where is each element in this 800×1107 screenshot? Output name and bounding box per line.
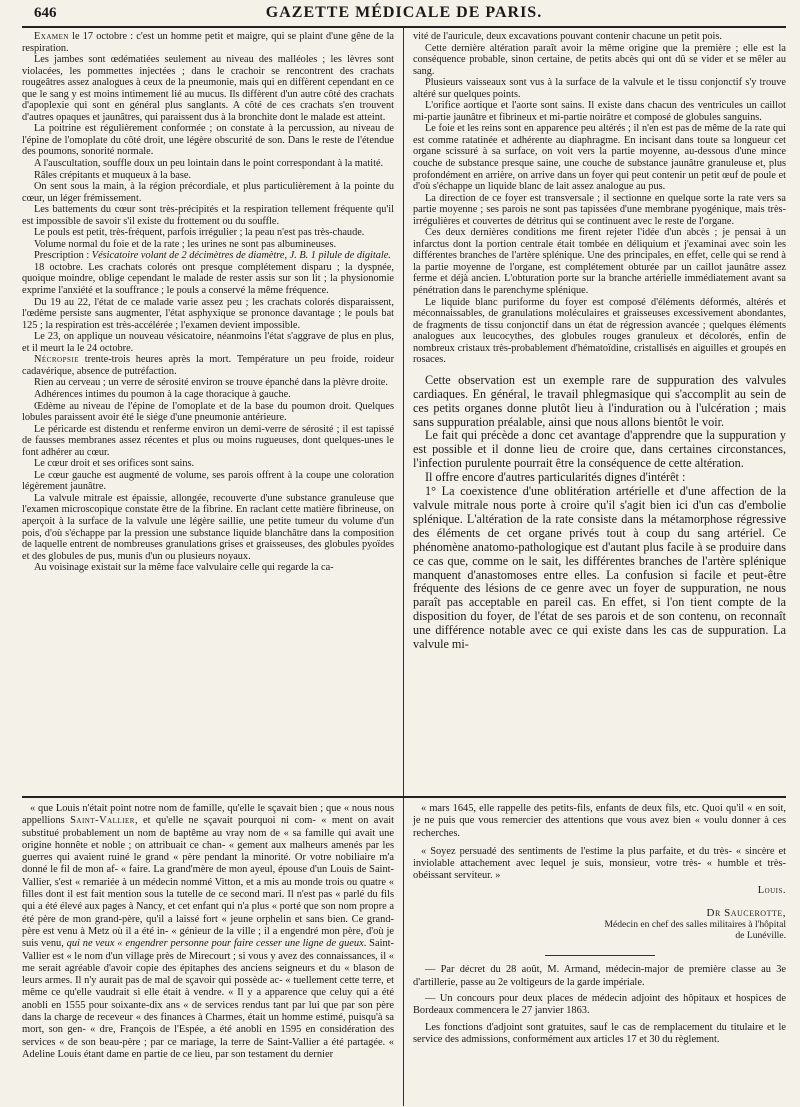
letter-column-left: [22, 798, 404, 1106]
article-column-left: [22, 28, 404, 796]
paragraph-commentary: 1° La coexistence d'une oblitération artérielle et d'une affection de la valvule mitrale nous porte à croire qu'il s'agit bien ici d'un cas d'embolie splénique. L'altération de la rate consiste dans la métamorphose régressive des éléments de cet organe privés tout à coup du sang artériel. Ce phénomène anatomo-pathologique est d'autant plus facile à se produire dans ce cas que, comme on le sait, les différentes branches de l'artère splénique manquent d'anastomoses entre elles. La confusion si facile et peut-être fréquente des lésions de ce genre avec un foyer de suppuration, ne nous paraît pas acceptable en pareil cas. En effet, si l'on tient compte de la disposition du foyer, de l'état de ses parois et de son contenu, on reconnaît une différence notable avec ce qui existe dans les cas de suppuration. La valvule mi-: [413, 484, 786, 652]
author-title: de Lunéville.: [735, 930, 786, 942]
paragraph: Nécropsie trente-trois heures après la mort. Température un peu froide, roideur cadavérique, absence de putréfaction.: [22, 354, 394, 377]
paragraph: Adhérences intimes du poumon à la cage thoracique à gauche.: [34, 388, 291, 400]
letter-text: « que Louis n'était point notre nom de famille, qu'elle le sçavait bien ; que « nous nous appellions Saint-Vallier, et qu'elle ne sçavait pourquoi ni com- « ment on avait substitué probablement un nom de baptême au vray nom de « sa famille qui avait une origine honnête et noble ; on attribuait ce chan- « gement aux malheurs amenés par les guerres qui avaient ruiné le grand « père pendant la minorité. Or votre nobiliaire m'a donné le fil de mon af- « faire. La grand'mère de mon ayeul, épouse d'un Louis de Saint-Vallier, s'est « remariée à un médecin nommé Vitton, et a mis au monde trois ou quatre « filles dont il est fait mention sous la tutelle de ce second mari. Il n'est pas « parlé du fils qui a été élevé aux pages à Nancy, et cet enfant qui n'a plus « porté que son nom propre a été père de mon grand-père, qu'il a laissé fort « jeune orphelin et sans bien. Ce grand-père est venu à Metz où il a été in- « génieur de la ville ; il a engendré mon père, d'où je suis venu, qui ne veux « engendrer personne pour faire cesser une ligne de gueux. Saint-Vallier est « le nom d'un village près de Mirecourt ; si vous y avez des connaissances, il « me serait agréable d'avoir copie des épitaphes des anciens seigneurs et du « blason de leurs armes. Il n'y aurait pas de mal de sçavoir qui possède ac- « tuellement cette terre, et même ce qu'elle vaudrait si elle était à vendre. « Il y a apparence que celuy qui a été anobli en 1555 pour soixante-dix ans « de services rendus tant par lui que par son père dans la charge de receveur « des finances à Charmes, était un homme estimé, puisqu'à sa mort, son gen- « dre, François de l'Espée, a été anobli en 1595 en considération des services « de son beau-père ; par ce mariage, la terre de Saint-Vallier a été partagée. « Adeline Louis étant dame en partie de ce lieu, par son testament du dernier: [22, 803, 394, 1060]
paragraph: Du 19 au 22, l'état de ce malade varie assez peu ; les crachats colorés disparaissent, l'œdème persiste sans augmenter, l'état asphyxique se prononce davantage ; le pouls bat 125 ; la respiration est très-accélérée ; l'examen devient impossible.: [22, 296, 394, 331]
paragraph: On sent sous la main, à la région précordiale, et plus particulièrement à la pointe du cœur, un léger frémissement.: [22, 181, 394, 204]
paragraph: Le liquide blanc puriforme du foyer est composé d'éléments déformés, altérés et méconnaissables, de granulations moléculaires et graisseuses excessivement abondantes, de fragments de tissu conjonctif dans un état de régression avancée ; quelques éléments analogues aux leucocythes, des globules rouges granuleux et décolorés, enfin de nombreux cristaux très-probablement d'hématoïdine, cristallisés en aiguilles et groupés en rosaces.: [413, 296, 786, 366]
news-item: — Par décret du 28 août, M. Armand, médecin-major de première classe au 3e d'artillerie, passe au 2e voltigeurs de la garde impériale.: [413, 964, 786, 988]
paragraph: 18 octobre. Les crachats colorés ont presque complétement disparu ; la dyspnée, quoique moindre, oblige cependant le malade de rester assis sur son lit ; la physionomie exprime l'anxiété et la souffrance ; le pouls a conservé la même fréquence.: [22, 261, 394, 297]
paragraph: Ces deux dernières conditions me firent rejeter l'idée d'un abcès ; je pensai à un infarctus dont la portion centrale était tombée en déliquium et j'examinai avec soin les différentes branches de l'artère splénique. Une des principales, en effet, celle qui se rend à la partie moyenne de l'organe, est complétement obturée par un caillot jaunâtre assez ferme et déjà ancien. L'obturation porte sur la branche artérielle immédiatement avant sa pénétration dans le parenchyme splénique.: [413, 227, 786, 297]
paragraph: La direction de ce foyer est transversale ; il sectionne en quelque sorte la rate vers sa partie moyenne ; ses parois ne sont pas tapissées d'une membrane pyogénique, mais très-irrégulières et couvertes de détritus qui se continuent avec le reste de l'organe.: [413, 192, 786, 227]
paragraph: Les jambes sont œdématiées seulement au niveau des malléoles ; les lèvres sont violacées, les pommettes injectées ; dans le crachoir se rencontrent des crachats rougeâtres assez analogues à ceux de la pneumonie, mais qui en diffèrent cependant en ce que le sang y est moins intimement lié au mucus. Ils diffèrent d'un autre côté des crachats d'apoplexie qui sont en général plus sanglants. A côté de ces crachats s'en trouvent d'autres opaques et jaunâtres, qui paraissent dus à la bronchite dont le malade est atteint.: [22, 54, 394, 123]
paragraph: Le cœur droit et ses orifices sont sains.: [34, 458, 195, 470]
paragraph-prescription: Prescription : Vésicatoire volant de 2 décimètres de diamètre, J. B. 1 pilule de digitale.: [34, 250, 391, 262]
paragraph: Râles crépitants et muqueux à la base.: [34, 169, 191, 181]
paragraph-commentary: Il offre encore d'autres particularités dignes d'intérêt :: [425, 470, 686, 485]
paragraph: Le pouls est petit, très-fréquent, parfois irrégulier ; la peau n'est pas très-chaude.: [34, 227, 365, 239]
paragraph: La poitrine est régulièrement conformée ; on constate à la percussion, au niveau de l'épine de l'omoplate du côté droit, une légère obscurité de son. Dans le reste de l'étendue des poumons, sonorité normale.: [22, 123, 394, 158]
letter-text-end: « mars 1645, elle rappelle des petits-fils, enfants de deux fils, etc. Quoi qu'il « en soit, je ne puis que vous remercier des attentions que vous avez bien « voulu donner à ces recherches.: [413, 803, 786, 839]
letter-closing: « Soyez persuadé des sentiments de l'estime la plus parfaite, et du très- « sincère et inviolable attachement avec lequel je suis, monsieur, votre très- « humble et très-obéissant serviteur. »: [413, 845, 786, 882]
news-item: — Un concours pour deux places de médecin adjoint des hôpitaux et hospices de Bordeaux commencera le 27 janvier 1863.: [413, 992, 786, 1017]
feuilleton-section: [22, 798, 786, 1106]
divider: [545, 955, 655, 956]
paragraph: Le foie et les reins sont en apparence peu altérés ; il n'en est pas de même de la rate qui est comme ratatinée et adhérente au diaphragme. En incisant dans toute sa longueur cet organe scissuré à sa surface, on voit vers la partie moyenne, au-dessous d'une mince couche de substance presque saine, une couche de substance jaunâtre granuleuse et, plus profondément en arrière, on arrive dans un foyer qui peut contenir un petit œuf de poule et d'où s'échappe un liquide blanc de lait assez analogue au pus.: [413, 123, 786, 193]
paragraph: Le péricarde est distendu et renferme environ un demi-verre de sérosité ; il est tapissé de fausses membranes assez récentes et plus ou moins rugueuses, dont quelques-unes le font adhérer au cœur.: [22, 423, 394, 458]
paragraph: Œdème au niveau de l'épine de l'omoplate et de la base du poumon droit. Quelques lobules paraissent avoir été le siége d'une pneumonie antérieure.: [22, 400, 394, 424]
journal-title: GAZETTE MÉDICALE DE PARIS.: [265, 4, 543, 21]
paragraph: Au voisinage existait sur la même face valvulaire celle qui regarde la ca-: [34, 562, 334, 574]
paragraph-commentary: Cette observation est un exemple rare de suppuration des valvules cardiaques. En général, le travail phlegmasique qui s'accomplit au sein de ces petits organes donne plutôt lieu à l'induration ou à l'ulcération ; mais sans suppuration préalable, ainsi que nous allons bientôt le voir.: [413, 372, 786, 429]
paragraph: Plusieurs vaisseaux sont vus à la surface de la valvule et le tissu conjonctif s'y trouve altéré sur quelques points.: [413, 77, 786, 100]
page-header: [22, 4, 786, 28]
paragraph: Volume normal du foie et de la rate ; les urines ne sont pas albumineuses.: [34, 238, 337, 250]
paragraph: La valvule mitrale est épaissie, allongée, recouverte d'une substance granuleuse que l'examen microscopique constate être de la fibrine. En raclant cette matière fibrineuse, on aperçoit à la surface de la valvule une légère saillie, une petite tumeur du volume d'un pois, d'où s'échappe par la pression une substance liquide blanchâtre dans la composition de laquelle entrent de nombreuses granulations grises et graisseuses, des globules pyoïdes et des globules de pus, munis d'un ou plusieurs noyaux.: [22, 492, 394, 562]
letter-column-right: [404, 798, 786, 1106]
paragraph: Le 23, on applique un nouveau vésicatoire, néanmoins l'état s'aggrave de plus en plus, et il meurt la le 24 octobre.: [22, 331, 394, 354]
letter-signoff: Louis.: [757, 884, 786, 896]
paragraph: Examen le 17 octobre : c'est un homme petit et maigre, qui se plaint d'une gêne de la respiration.: [22, 31, 394, 54]
paragraph: L'orifice aortique et l'aorte sont sains. Il existe dans chacun des ventricules un caillot mi-partie jaunâtre et fibrineux et mi-partie noirâtre et composé de globules sanguins.: [413, 100, 786, 123]
paragraph: A l'auscultation, souffle doux un peu lointain dans le point correspondant à la matité.: [34, 158, 384, 170]
paragraph: vité de l'auricule, deux excavations pouvant contenir chacune un petit pois.: [413, 31, 722, 42]
author-title: Médecin en chef des salles militaires à l'hôpital: [604, 919, 786, 931]
paragraph: Rien au cerveau ; un verre de sérosité environ se trouve épanché dans la plèvre droite.: [34, 377, 388, 389]
page-number: 646: [34, 5, 57, 21]
section-lead-examen: Examen: [34, 31, 69, 42]
author-signature: Dr Saucerotte,: [706, 907, 786, 920]
article-column-right: [404, 28, 786, 796]
article-section: [22, 28, 786, 798]
section-lead-necropsie: Nécropsie: [34, 354, 79, 366]
paragraph: Le cœur gauche est augmenté de volume, ses parois offrent à la coupe une coloration légèrement jaunâtre.: [22, 469, 394, 493]
paragraph: Les battements du cœur sont très-précipités et la respiration tellement fréquente qu'il est impossible de savoir s'il existe du frottement ou du souffle.: [22, 204, 394, 227]
paragraph: Cette dernière altération paraît avoir la même origine que la première ; elle est la conséquence probable, sinon certaine, de petits abcès qui ont dû se vider et se mêler au sang.: [413, 42, 786, 77]
news-items: [413, 964, 786, 1046]
paragraph-commentary: Le fait qui précède a donc cet avantage d'apprendre que la suppuration y est possible et il donne lieu de croire que, dans certaines circonstances, l'infection purulente pourrait être la conséquence de cette altération.: [413, 428, 786, 471]
news-item: Les fonctions d'adjoint sont gratuites, sauf le cas de remplacement du titulaire et le service des admissions, conformément aux articles 17 et 30 du règlement.: [413, 1021, 786, 1045]
